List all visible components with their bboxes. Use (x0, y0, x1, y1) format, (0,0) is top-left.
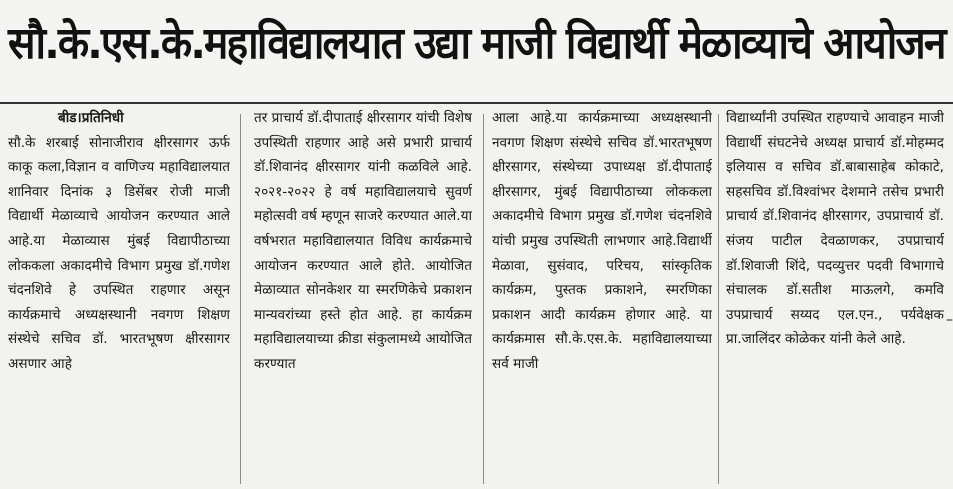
column-1-text: सौ.के शरबाई सोनाजीराव क्षीरसागर ऊर्फ काकू कला,विज्ञान व वाणिज्य महाविद्यालयात शानिवार दिनांक ३ डिसेंबर रोजी माजी विद्यार्थी मेळाव्याचे आयोजन करण्यात आले आहे.या मेळाव्यास मुंबई विद्यापीठाच्या लोककला अकादमीचे विभाग प्रमुख डॉ.गणेश चंदनशिवे हे उपस्थित राहणार असून कार्यक्रमाचे अध्यक्षस्थानी नवगण शिक्षण संस्थेचे सचिव डॉ. भारतभूषण क्षीरसागर असणार आहे (8, 134, 230, 372)
column-3 (492, 106, 712, 489)
column-divider (240, 114, 241, 484)
column-3-text: आला आहे.या कार्यक्रमाच्या अध्यक्षस्थानी नवगण शिक्षण संस्थेचे सचिव डॉ.भारतभूषण क्षीरसागर, संस्थेच्या उपाध्यक्ष डॉ.दीपाताई क्षीरसागर, मुंबई विद्यापीठाच्या लोककला अकादमीचे विभाग प्रमुख डॉ.गणेश चंदनशिवे यांची प्रमुख उपस्थिती लाभणार आहे.विद्यार्थी मेळावा, सुसंवाद, परिचय, सांस्कृतिक कार्यक्रम, पुस्तक प्रकाशने, स्मरणिका प्रकाशन आदी कार्यक्रम होणार आहे. या कार्यक्रमास सौ.के.एस.के. महाविद्यालयाच्या सर्व माजी (492, 110, 712, 372)
column-1 (8, 106, 230, 489)
headline-banner (0, 0, 953, 104)
edge-mark: – (946, 312, 953, 328)
column-2-text: तर प्राचार्य डॉ.दीपाताई क्षीरसागर यांची विशेष उपस्थिती राहणार आहे असे प्रभारी प्राचार्य डॉ.शिवानंद क्षीरसागर यांनी कळविले आहे. २०२१-२०२२ हे वर्ष महाविद्यालयाचे सुवर्ण महोत्सवी वर्ष म्हणून साजरे करण्यात आले.या वर्षभरात महाविद्यालयात विविध कार्यक्रमाचे आयोजन करण्यात आले होते. आयोजित मेळाव्यात सोनकेशर या स्मरणिकेचे प्रकाशन मान्यवरांच्या हस्ते होत आहे. हा कार्यक्रम महाविद्यालयाच्या क्रीडा संकुलामध्ये आयोजित करण्यात (254, 110, 472, 372)
column-4 (726, 106, 944, 489)
column-2 (254, 106, 472, 489)
column-divider (483, 114, 484, 484)
article-body (0, 106, 953, 489)
dateline: बीड।प्रतिनिधी (58, 110, 124, 126)
column-divider (718, 114, 719, 484)
column-4-text: विद्यार्थ्यांनी उपस्थित राहण्याचे आवाहन माजी विद्यार्थी संघटनेचे अध्यक्ष प्राचार्य डॉ.मोहम्मद इलियास व सचिव डॉ.बाबासाहेब कोकाटे, सहसचिव डॉ.विश्वांभर देशमाने तसेच प्रभारी प्राचार्य डॉ.शिवानंद क्षीरसागर, उपप्राचार्य डॉ. संजय पाटील देवळाणकर, उपप्राचार्य डॉ.शिवाजी शिंदे, पदव्युत्तर पदवी विभागाचे संचालक डॉ.सतीश माऊलगे, कमवि उपप्राचार्य सय्यद एल.एन., पर्यवेक्षक प्रा.जालिंदर कोळेकर यांनी केले आहे. (726, 110, 944, 348)
headline: सौ.के.एस.के.महाविद्यालयात उद्या माजी विद्यार्थी मेळाव्याचे आयोजन (8, 18, 945, 69)
